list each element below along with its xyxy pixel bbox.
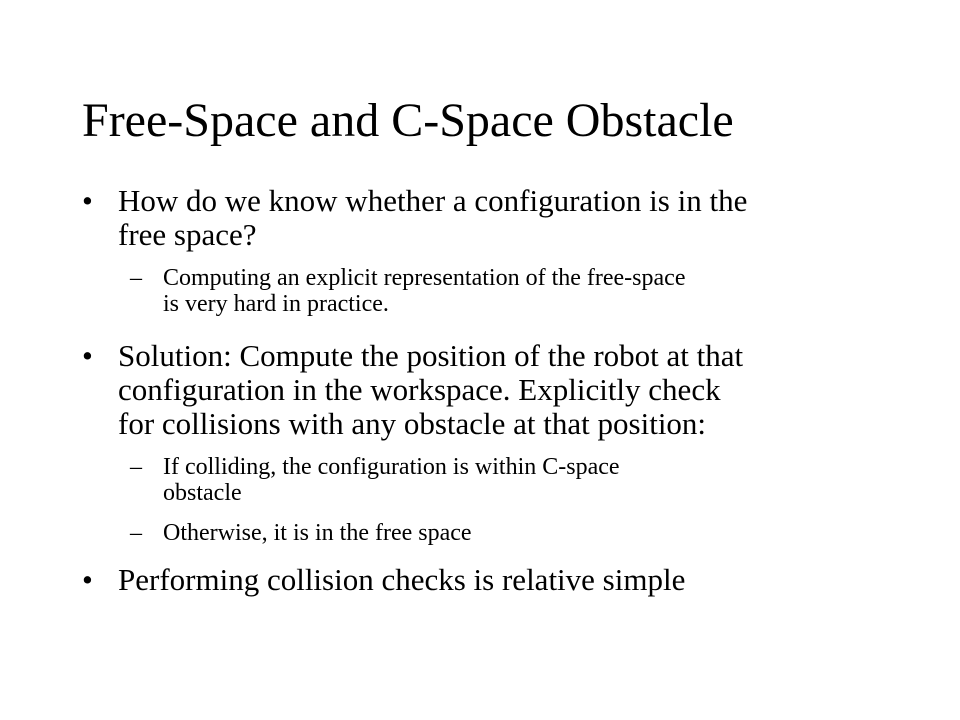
slide-title: Free-Space and C-Space Obstacle <box>82 94 734 147</box>
bullet-2-line-1: Solution: Compute the position of the robot at that <box>118 338 744 373</box>
bullet-3-text <box>118 563 878 597</box>
sub-bullet-2-1-line-1: If colliding, the configuration is within C-space <box>163 454 620 480</box>
sub-bullet-2-1-line-2: obstacle <box>163 480 242 506</box>
bullet-1-line-2: free space? <box>118 217 257 252</box>
sub-bullet-2-2-line-1: Otherwise, it is in the free space <box>163 520 472 546</box>
bullet-marker: • <box>82 183 93 218</box>
sub-bullet-2-1-text <box>163 454 863 506</box>
sub-bullet-1-1-text <box>163 265 863 317</box>
bullet-3-line-1: Performing collision checks is relative simple <box>118 562 686 597</box>
bullet-1-line-1: How do we know whether a configuration is in the <box>118 183 748 218</box>
sub-bullet-1-1-line-2: is very hard in practice. <box>163 291 389 317</box>
bullet-2-line-2: configuration in the workspace. Explicitly check <box>118 372 721 407</box>
bullet-2-text <box>118 339 878 441</box>
bullet-1-text <box>118 184 878 252</box>
bullet-marker: • <box>82 562 93 597</box>
sub-bullet-marker: – <box>130 265 142 291</box>
bullet-2-line-3: for collisions with any obstacle at that position: <box>118 406 707 441</box>
sub-bullet-marker: – <box>130 520 142 546</box>
bullet-marker: • <box>82 338 93 373</box>
sub-bullet-2-2-text <box>163 520 863 546</box>
sub-bullet-marker: – <box>130 454 142 480</box>
sub-bullet-1-1-line-1: Computing an explicit representation of the free-space <box>163 265 686 291</box>
